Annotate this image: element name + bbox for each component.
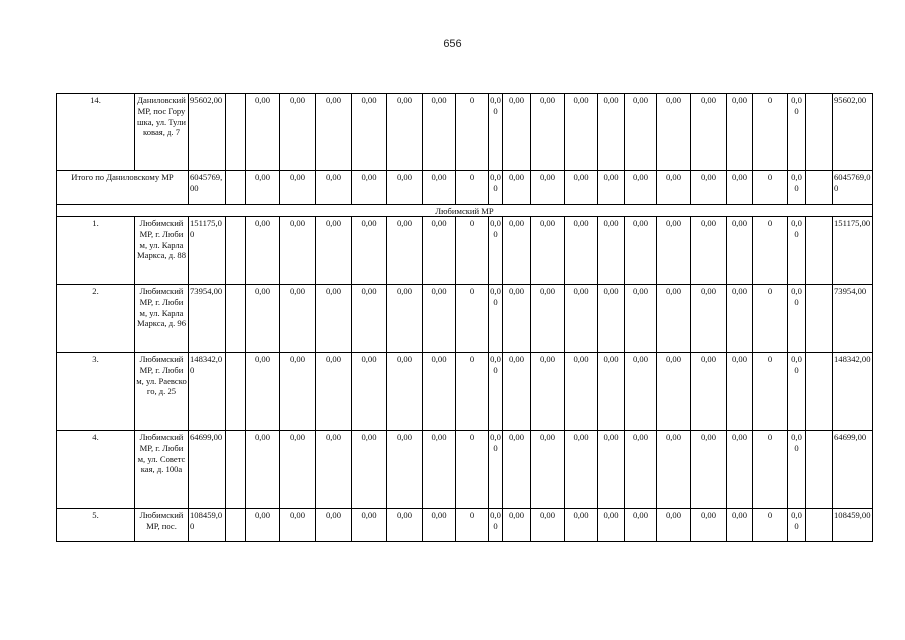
value-cell: 0,00 bbox=[657, 285, 691, 353]
value-cell: 0,00 bbox=[316, 285, 352, 353]
value-cell: 0 bbox=[456, 171, 489, 205]
value-cell: 0 bbox=[753, 217, 788, 285]
value-cell: 0,00 bbox=[280, 171, 316, 205]
value-cell: 0,00 bbox=[625, 217, 657, 285]
value-cell: 0,00 bbox=[727, 171, 753, 205]
empty-cell bbox=[806, 285, 833, 353]
value-cell: 0,00 bbox=[489, 431, 503, 509]
row-sum: 148342,00 bbox=[189, 353, 226, 431]
value-cell: 0,00 bbox=[531, 353, 565, 431]
row-total: 108459,00 bbox=[833, 509, 873, 542]
row-total: 73954,00 bbox=[833, 285, 873, 353]
value-cell: 0,00 bbox=[280, 431, 316, 509]
row-total: 95602,00 bbox=[833, 94, 873, 171]
value-cell: 0,00 bbox=[727, 353, 753, 431]
value-cell: 0,00 bbox=[280, 94, 316, 171]
value-cell: 0,00 bbox=[316, 94, 352, 171]
value-cell: 0,00 bbox=[788, 217, 806, 285]
value-cell: 0,00 bbox=[625, 285, 657, 353]
value-cell: 0,00 bbox=[788, 431, 806, 509]
value-cell: 0,00 bbox=[531, 171, 565, 205]
value-cell: 0 bbox=[753, 509, 788, 542]
value-cell: 0,00 bbox=[280, 509, 316, 542]
value-cell: 0,00 bbox=[423, 431, 456, 509]
row-number: 2. bbox=[57, 285, 135, 353]
data-table bbox=[56, 93, 873, 542]
value-cell: 0,00 bbox=[788, 285, 806, 353]
value-cell: 0,00 bbox=[503, 94, 531, 171]
row-address: Даниловский МР, пос Горушка, ул. Туликовая, д. 7 bbox=[135, 94, 189, 171]
empty-cell bbox=[226, 353, 246, 431]
row-sum: 108459,00 bbox=[189, 509, 226, 542]
section-title-row bbox=[57, 205, 873, 217]
value-cell: 0,00 bbox=[625, 353, 657, 431]
value-cell: 0,00 bbox=[503, 217, 531, 285]
value-cell: 0,00 bbox=[489, 509, 503, 542]
value-cell: 0,00 bbox=[352, 94, 387, 171]
value-cell: 0,00 bbox=[727, 217, 753, 285]
row-total: 148342,00 bbox=[833, 353, 873, 431]
value-cell: 0,00 bbox=[565, 217, 598, 285]
value-cell: 0,00 bbox=[691, 217, 727, 285]
value-cell: 0,00 bbox=[565, 171, 598, 205]
value-cell: 0,00 bbox=[316, 217, 352, 285]
value-cell: 0,00 bbox=[565, 94, 598, 171]
value-cell: 0,00 bbox=[246, 509, 280, 542]
table-row bbox=[57, 94, 873, 171]
value-cell: 0,00 bbox=[503, 285, 531, 353]
value-cell: 0,00 bbox=[423, 353, 456, 431]
value-cell: 0 bbox=[456, 217, 489, 285]
empty-cell bbox=[806, 94, 833, 171]
value-cell: 0,00 bbox=[489, 353, 503, 431]
row-sum: 6045769,00 bbox=[189, 171, 226, 205]
value-cell: 0,00 bbox=[788, 353, 806, 431]
value-cell: 0,00 bbox=[387, 353, 423, 431]
value-cell: 0,00 bbox=[625, 94, 657, 171]
empty-cell bbox=[226, 509, 246, 542]
value-cell: 0 bbox=[456, 94, 489, 171]
value-cell: 0,00 bbox=[387, 171, 423, 205]
row-number: 14. bbox=[57, 94, 135, 171]
value-cell: 0,00 bbox=[246, 171, 280, 205]
value-cell: 0,00 bbox=[246, 94, 280, 171]
value-cell: 0,00 bbox=[598, 509, 625, 542]
value-cell: 0 bbox=[753, 94, 788, 171]
empty-cell bbox=[226, 431, 246, 509]
value-cell: 0,00 bbox=[387, 285, 423, 353]
value-cell: 0,00 bbox=[657, 171, 691, 205]
table-row bbox=[57, 353, 873, 431]
value-cell: 0,00 bbox=[489, 171, 503, 205]
empty-cell bbox=[226, 217, 246, 285]
row-address: Любимский МР, пос. bbox=[135, 509, 189, 542]
value-cell: 0,00 bbox=[657, 217, 691, 285]
row-address: Любимский МР, г. Любим, ул. Советская, д. 100а bbox=[135, 431, 189, 509]
value-cell: 0,00 bbox=[503, 353, 531, 431]
row-address: Любимский МР, г. Любим, ул. Раевского, д. 25 bbox=[135, 353, 189, 431]
value-cell: 0,00 bbox=[691, 509, 727, 542]
row-sum: 64699,00 bbox=[189, 431, 226, 509]
value-cell: 0,00 bbox=[657, 353, 691, 431]
value-cell: 0,00 bbox=[503, 171, 531, 205]
value-cell: 0,00 bbox=[531, 431, 565, 509]
row-total: 64699,00 bbox=[833, 431, 873, 509]
value-cell: 0 bbox=[456, 285, 489, 353]
value-cell: 0,00 bbox=[691, 431, 727, 509]
empty-cell bbox=[226, 94, 246, 171]
value-cell: 0,00 bbox=[387, 217, 423, 285]
row-sum: 73954,00 bbox=[189, 285, 226, 353]
value-cell: 0,00 bbox=[316, 509, 352, 542]
value-cell: 0,00 bbox=[657, 94, 691, 171]
value-cell: 0,00 bbox=[598, 171, 625, 205]
value-cell: 0 bbox=[753, 353, 788, 431]
value-cell: 0,00 bbox=[657, 431, 691, 509]
value-cell: 0,00 bbox=[598, 353, 625, 431]
value-cell: 0,00 bbox=[503, 509, 531, 542]
row-number: 1. bbox=[57, 217, 135, 285]
row-total: 151175,00 bbox=[833, 217, 873, 285]
value-cell: 0,00 bbox=[598, 217, 625, 285]
table-row bbox=[57, 431, 873, 509]
value-cell: 0,00 bbox=[387, 509, 423, 542]
value-cell: 0,00 bbox=[246, 285, 280, 353]
value-cell: 0,00 bbox=[657, 509, 691, 542]
value-cell: 0,00 bbox=[280, 353, 316, 431]
value-cell: 0 bbox=[753, 171, 788, 205]
value-cell: 0,00 bbox=[280, 285, 316, 353]
empty-cell bbox=[806, 431, 833, 509]
subtotal-label: Итого по Даниловскому МР bbox=[57, 171, 189, 205]
row-address: Любимский МР, г. Любим, ул. Карла Маркса, д. 96 bbox=[135, 285, 189, 353]
empty-cell bbox=[226, 285, 246, 353]
value-cell: 0,00 bbox=[565, 509, 598, 542]
value-cell: 0,00 bbox=[503, 431, 531, 509]
value-cell: 0,00 bbox=[691, 285, 727, 353]
value-cell: 0,00 bbox=[423, 217, 456, 285]
value-cell: 0,00 bbox=[423, 171, 456, 205]
table-row bbox=[57, 509, 873, 542]
subtotal-row bbox=[57, 171, 873, 205]
row-sum: 151175,00 bbox=[189, 217, 226, 285]
value-cell: 0 bbox=[753, 431, 788, 509]
value-cell: 0,00 bbox=[598, 431, 625, 509]
value-cell: 0,00 bbox=[727, 94, 753, 171]
page-number: 656 bbox=[443, 38, 462, 50]
value-cell: 0,00 bbox=[352, 217, 387, 285]
empty-cell bbox=[806, 509, 833, 542]
value-cell: 0,00 bbox=[531, 217, 565, 285]
value-cell: 0 bbox=[753, 285, 788, 353]
value-cell: 0,00 bbox=[598, 285, 625, 353]
value-cell: 0,00 bbox=[788, 509, 806, 542]
row-total: 6045769,00 bbox=[833, 171, 873, 205]
value-cell: 0 bbox=[456, 353, 489, 431]
value-cell: 0,00 bbox=[280, 217, 316, 285]
empty-cell bbox=[806, 353, 833, 431]
value-cell: 0,00 bbox=[625, 431, 657, 509]
empty-cell bbox=[226, 171, 246, 205]
value-cell: 0,00 bbox=[246, 353, 280, 431]
value-cell: 0,00 bbox=[387, 94, 423, 171]
value-cell: 0,00 bbox=[489, 217, 503, 285]
value-cell: 0,00 bbox=[387, 431, 423, 509]
row-number: 3. bbox=[57, 353, 135, 431]
value-cell: 0,00 bbox=[531, 94, 565, 171]
empty-cell bbox=[806, 171, 833, 205]
value-cell: 0,00 bbox=[727, 285, 753, 353]
value-cell: 0,00 bbox=[352, 353, 387, 431]
section-title: Любимский МР bbox=[57, 205, 873, 217]
value-cell: 0,00 bbox=[691, 353, 727, 431]
value-cell: 0,00 bbox=[727, 431, 753, 509]
empty-cell bbox=[806, 217, 833, 285]
value-cell: 0,00 bbox=[316, 431, 352, 509]
value-cell: 0,00 bbox=[316, 353, 352, 431]
value-cell: 0,00 bbox=[246, 217, 280, 285]
value-cell: 0,00 bbox=[691, 171, 727, 205]
value-cell: 0,00 bbox=[531, 509, 565, 542]
value-cell: 0,00 bbox=[691, 94, 727, 171]
value-cell: 0,00 bbox=[423, 94, 456, 171]
value-cell: 0,00 bbox=[352, 431, 387, 509]
row-address: Любимский МР, г. Любим, ул. Карла Маркса, д. 88 bbox=[135, 217, 189, 285]
table-row bbox=[57, 285, 873, 353]
value-cell: 0,00 bbox=[625, 171, 657, 205]
value-cell: 0,00 bbox=[423, 509, 456, 542]
row-number: 4. bbox=[57, 431, 135, 509]
table-row bbox=[57, 217, 873, 285]
row-sum: 95602,00 bbox=[189, 94, 226, 171]
value-cell: 0,00 bbox=[788, 94, 806, 171]
value-cell: 0,00 bbox=[352, 285, 387, 353]
value-cell: 0,00 bbox=[352, 509, 387, 542]
value-cell: 0,00 bbox=[531, 285, 565, 353]
value-cell: 0,00 bbox=[727, 509, 753, 542]
value-cell: 0,00 bbox=[598, 94, 625, 171]
row-number: 5. bbox=[57, 509, 135, 542]
value-cell: 0,00 bbox=[788, 171, 806, 205]
value-cell: 0,00 bbox=[565, 285, 598, 353]
value-cell: 0 bbox=[456, 431, 489, 509]
value-cell: 0 bbox=[456, 509, 489, 542]
value-cell: 0,00 bbox=[565, 353, 598, 431]
value-cell: 0,00 bbox=[316, 171, 352, 205]
value-cell: 0,00 bbox=[352, 171, 387, 205]
value-cell: 0,00 bbox=[246, 431, 280, 509]
value-cell: 0,00 bbox=[489, 94, 503, 171]
value-cell: 0,00 bbox=[423, 285, 456, 353]
value-cell: 0,00 bbox=[565, 431, 598, 509]
value-cell: 0,00 bbox=[489, 285, 503, 353]
value-cell: 0,00 bbox=[625, 509, 657, 542]
